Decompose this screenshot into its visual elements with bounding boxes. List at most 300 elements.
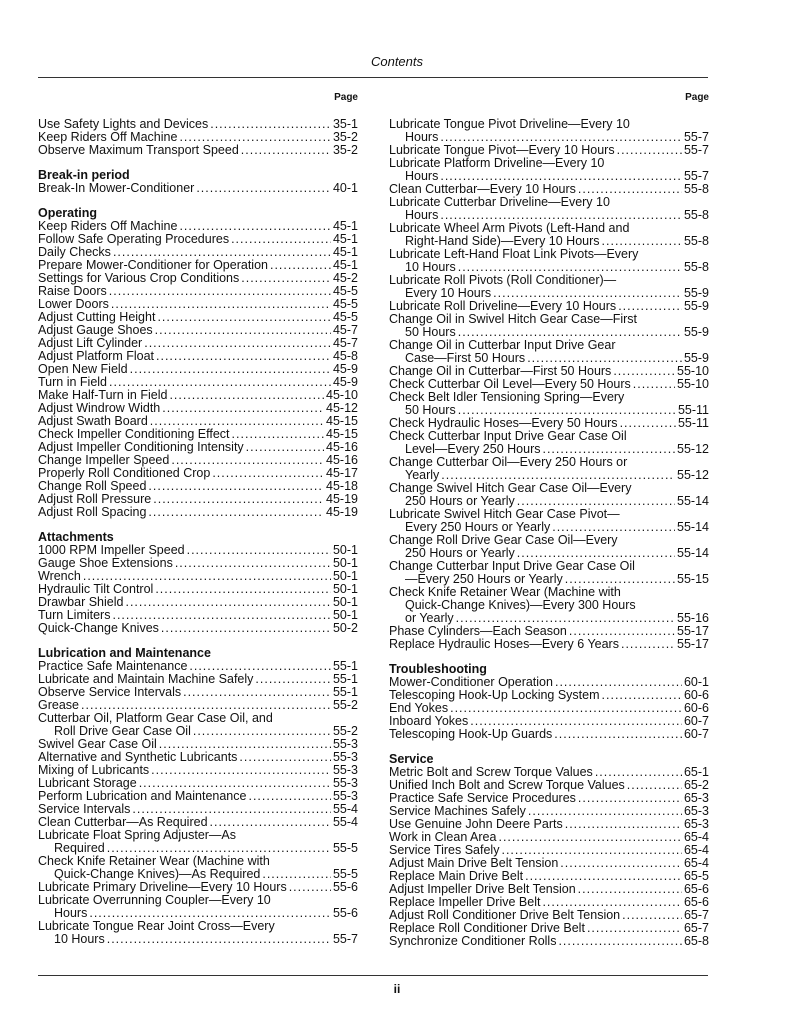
entry-title: Replace Impeller Drive Belt: [389, 895, 541, 909]
toc-entry: [38, 920, 358, 946]
entry-page-number: 65-5: [683, 869, 709, 883]
entry-title: Lubricate Roll Driveline—Every 10 Hours: [389, 299, 617, 313]
entry-title: Properly Roll Conditioned Crop: [38, 466, 211, 480]
entry-title: Raise Doors: [38, 284, 107, 298]
entry-title: Mixing of Lubricants: [38, 763, 150, 777]
entry-title: Work in Clean Area: [389, 830, 497, 844]
entry-title: Lubricate and Maintain Machine Safely: [38, 672, 254, 686]
entry-page-number: 45-5: [332, 284, 358, 298]
entry-page-number: 65-4: [683, 843, 709, 857]
entry-title: Adjust Platform Float: [38, 349, 155, 363]
toc-entry: [389, 157, 709, 183]
dot-leader: [578, 883, 682, 896]
dot-leader: [155, 324, 331, 337]
entry-page-number: 65-4: [683, 830, 709, 844]
toc-entry: [38, 855, 358, 881]
entry-page-number: 45-1: [332, 258, 358, 272]
entry-title: 250 Hours or Yearly: [405, 546, 515, 560]
entry-title: 50 Hours: [405, 325, 456, 339]
dot-leader: [155, 583, 331, 596]
dot-leader: [498, 831, 682, 844]
dot-leader: [554, 728, 682, 741]
dot-leader: [602, 689, 682, 702]
entry-page-number: 45-1: [332, 219, 358, 233]
entry-page-number: 45-19: [326, 505, 358, 519]
entry-page-number: 50-1: [332, 543, 358, 557]
entry-page-number: 65-2: [683, 778, 709, 792]
dot-leader: [187, 544, 331, 557]
page-column-label-right: Page: [685, 92, 709, 103]
dot-leader: [125, 596, 331, 609]
entry-page-number: 55-11: [677, 403, 709, 417]
dot-leader: [130, 363, 331, 376]
entry-title: Check Hydraulic Hoses—Every 50 Hours: [389, 416, 618, 430]
toc-entry: [38, 182, 358, 195]
dot-leader: [560, 857, 682, 870]
dot-leader: [175, 557, 331, 570]
entry-page-number: 65-3: [683, 791, 709, 805]
toc-section: [389, 753, 709, 948]
entry-title: Mower-Conditioner Operation: [389, 675, 553, 689]
toc-entry: [389, 482, 709, 508]
toc-entry: [389, 391, 709, 417]
toc-section: [38, 169, 358, 195]
entry-page-number: 55-17: [677, 637, 709, 651]
entry-page-number: 40-1: [332, 181, 358, 195]
entry-title: Lubricate Swivel Hitch Gear Case Pivot—: [389, 507, 620, 521]
dot-leader: [239, 751, 331, 764]
toc-section: [38, 207, 358, 519]
dot-leader: [246, 441, 324, 454]
entry-title: Adjust Cutting Height: [38, 310, 156, 324]
entry-title: Hydraulic Tilt Control: [38, 582, 154, 596]
entry-title: Check Belt Idler Tensioning Spring—Every: [389, 390, 625, 404]
dot-leader: [162, 402, 324, 415]
entry-title: Replace Roll Conditioner Drive Belt: [389, 921, 585, 935]
entry-title: Settings for Various Crop Conditions: [38, 271, 240, 285]
entry-title: Use Genuine John Deere Parts: [389, 817, 563, 831]
entry-title: Lubricate Primary Driveline—Every 10 Hours: [38, 880, 287, 894]
entry-title: Right-Hand Side)—Every 10 Hours: [405, 234, 600, 248]
entry-title: Replace Main Drive Belt: [389, 869, 524, 883]
entry-title: Prepare Mower-Conditioner for Operation: [38, 258, 268, 272]
entry-page-number: 50-1: [332, 569, 358, 583]
entry-page-number: 55-9: [683, 325, 709, 339]
entry-page-number: 45-9: [332, 362, 358, 376]
entry-page-number: 45-16: [326, 440, 358, 454]
entry-page-number: 55-6: [332, 906, 358, 920]
entry-page-number: 55-2: [332, 724, 358, 738]
entry-title: Check Knife Retainer Wear (Machine with: [389, 585, 621, 599]
toc-entry: [389, 339, 709, 365]
entry-title: —Every 250 Hours or Yearly: [405, 572, 563, 586]
dot-leader: [153, 493, 324, 506]
entry-page-number: 55-3: [332, 750, 358, 764]
toc-entry: [389, 118, 709, 144]
entry-page-number: 55-3: [332, 737, 358, 751]
entry-title: Change Cutterbar Input Drive Gear Case Oil: [389, 559, 635, 573]
entry-title: Service Intervals: [38, 802, 131, 816]
entry-page-number: 65-6: [683, 882, 709, 896]
entry-title: Adjust Windrow Width: [38, 401, 161, 415]
toc-entry: [389, 560, 709, 586]
entry-title: Clean Cutterbar—As Required: [38, 815, 208, 829]
dot-leader: [450, 702, 682, 715]
entry-title: Practice Safe Service Procedures: [389, 791, 576, 805]
entry-page-number: 55-2: [332, 698, 358, 712]
toc-entry: [38, 622, 358, 635]
entry-title: or Yearly: [405, 611, 454, 625]
toc-entry: [38, 557, 358, 570]
toc-entry: [389, 313, 709, 339]
entry-title: Hours: [405, 130, 439, 144]
right-column: [389, 91, 709, 960]
entry-page-number: 55-4: [332, 802, 358, 816]
dot-leader: [144, 337, 331, 350]
toc-entry: [389, 248, 709, 274]
entry-title: Swivel Gear Case Oil: [38, 737, 157, 751]
dot-leader: [622, 909, 682, 922]
page-column-label-left: Page: [334, 92, 358, 103]
entry-title: Change Cutterbar Oil—Every 250 Hours or: [389, 455, 628, 469]
entry-page-number: 50-2: [332, 621, 358, 635]
dot-leader: [620, 417, 676, 430]
entry-page-number: 55-9: [683, 299, 709, 313]
entry-title: 1000 RPM Impeller Speed: [38, 543, 185, 557]
entry-page-number: 55-1: [332, 659, 358, 673]
entry-page-number: 65-7: [683, 908, 709, 922]
dot-leader: [109, 285, 331, 298]
entry-title: Synchronize Conditioner Rolls: [389, 934, 557, 948]
entry-title: Quick-Change Knives)—Every 300 Hours: [405, 598, 636, 612]
entry-title: Case—First 50 Hours: [405, 351, 526, 365]
entry-page-number: 45-18: [326, 479, 358, 493]
entry-page-number: 60-1: [683, 675, 709, 689]
dot-leader: [151, 764, 331, 777]
entry-title: Check Cutterbar Input Drive Gear Case Oil: [389, 429, 627, 443]
entry-page-number: 45-17: [326, 466, 358, 480]
entry-page-number: 55-11: [677, 416, 709, 430]
dot-leader: [241, 272, 331, 285]
entry-page-number: 55-12: [677, 468, 709, 482]
dot-leader: [578, 792, 682, 805]
entry-title: Wrench: [38, 569, 81, 583]
entry-page-number: 45-9: [332, 375, 358, 389]
dot-leader: [107, 933, 331, 946]
dot-leader: [633, 378, 675, 391]
entry-page-number: 55-10: [677, 377, 709, 391]
dot-leader: [627, 779, 682, 792]
entry-title: Inboard Yokes: [389, 714, 469, 728]
entry-title: Roll Drive Gear Case Oil: [54, 724, 191, 738]
entry-page-number: 55-15: [677, 572, 709, 586]
entry-page-number: 55-8: [683, 208, 709, 222]
section-title: Lubrication and Maintenance: [38, 646, 211, 660]
entry-title: Service Tires Safely: [389, 843, 500, 857]
entry-title: Every 250 Hours or Yearly: [405, 520, 551, 534]
entry-page-number: 55-3: [332, 763, 358, 777]
toc-entry: [389, 728, 709, 741]
dot-leader: [621, 638, 675, 651]
entry-title: Lubricate Tongue Pivot—Every 10 Hours: [389, 143, 615, 157]
dot-leader: [270, 259, 331, 272]
toc-entry: [38, 506, 358, 519]
toc-entry: [38, 894, 358, 920]
entry-page-number: 55-6: [332, 880, 358, 894]
toc-entry: [389, 430, 709, 456]
entry-title: 50 Hours: [405, 403, 456, 417]
entry-title: Adjust Roll Spacing: [38, 505, 147, 519]
entry-page-number: 50-1: [332, 608, 358, 622]
entry-page-number: 60-6: [683, 701, 709, 715]
left-sections: [38, 118, 358, 946]
entry-title: Quick-Change Knives)—As Required: [54, 867, 261, 881]
section-title: Service: [389, 752, 434, 766]
entry-title: Replace Hydraulic Hoses—Every 6 Years: [389, 637, 619, 651]
dot-leader: [156, 350, 331, 363]
entry-page-number: 55-4: [332, 815, 358, 829]
entry-title: Unified Inch Bolt and Screw Torque Values: [389, 778, 625, 792]
entry-page-number: 55-16: [677, 611, 709, 625]
entry-title: Change Swivel Hitch Gear Case Oil—Every: [389, 481, 632, 495]
entry-page-number: 55-8: [683, 182, 709, 196]
entry-title: Make Half-Turn in Field: [38, 388, 168, 402]
section-title: Operating: [38, 206, 98, 220]
entry-title: Adjust Swath Board: [38, 414, 148, 428]
entry-title: Telescoping Hook-Up Locking System: [389, 688, 600, 702]
entry-title: Perform Lubrication and Maintenance: [38, 789, 247, 803]
entry-page-number: 55-5: [332, 841, 358, 855]
section-title: Break-in period: [38, 168, 130, 182]
entry-title: Adjust Main Drive Belt Tension: [389, 856, 559, 870]
entry-page-number: 55-1: [332, 672, 358, 686]
entry-page-number: 35-2: [332, 143, 358, 157]
entry-title: Quick-Change Knives: [38, 621, 159, 635]
entry-title: Gauge Shoe Extensions: [38, 556, 173, 570]
entry-title: Check Knife Retainer Wear (Machine with: [38, 854, 270, 868]
entry-page-number: 65-3: [683, 817, 709, 831]
entry-title: Adjust Impeller Drive Belt Tension: [389, 882, 576, 896]
entry-title: Check Impeller Conditioning Effect: [38, 427, 230, 441]
entry-page-number: 55-7: [332, 932, 358, 946]
entry-page-number: 50-1: [332, 582, 358, 596]
entry-page-number: 65-4: [683, 856, 709, 870]
dot-leader: [255, 673, 331, 686]
entry-page-number: 45-16: [326, 453, 358, 467]
toc-section: [389, 118, 709, 651]
footer-rule: [38, 975, 708, 976]
toc-entry: [389, 586, 709, 625]
toc-entry: [389, 222, 709, 248]
entry-title: 10 Hours: [54, 932, 105, 946]
entry-page-number: 55-10: [677, 364, 709, 378]
right-sections: [389, 118, 709, 948]
toc-entry: [38, 712, 358, 738]
entry-page-number: 50-1: [332, 595, 358, 609]
entry-title: Change Impeller Speed: [38, 453, 170, 467]
entry-page-number: 45-8: [332, 349, 358, 363]
entry-title: Hours: [405, 208, 439, 222]
dot-leader: [210, 118, 331, 131]
entry-page-number: 45-15: [326, 414, 358, 428]
toc-entry: [389, 534, 709, 560]
dot-leader: [148, 506, 324, 519]
dot-leader: [587, 922, 682, 935]
entry-title: Change Oil in Swivel Hitch Gear Case—First: [389, 312, 637, 326]
entry-title: Cutterbar Oil, Platform Gear Case Oil, and: [38, 711, 273, 725]
section-title: Troubleshooting: [389, 662, 487, 676]
entry-title: Adjust Lift Cylinder: [38, 336, 143, 350]
toc-entry: [389, 274, 709, 300]
toc-section: [38, 647, 358, 946]
entry-page-number: 55-8: [683, 260, 709, 274]
entry-page-number: 55-17: [677, 624, 709, 638]
entry-title: Metric Bolt and Screw Torque Values: [389, 765, 593, 779]
entry-title: Lubricate Wheel Arm Pivots (Left-Hand and: [389, 221, 630, 235]
entry-page-number: 45-2: [332, 271, 358, 285]
entry-title: Lubricate Platform Driveline—Every 10: [389, 156, 605, 170]
entry-title: Daily Checks: [38, 245, 111, 259]
entry-title: Service Machines Safely: [389, 804, 526, 818]
entry-page-number: 55-9: [683, 351, 709, 365]
dot-leader: [241, 144, 331, 157]
entry-title: Follow Safe Operating Procedures: [38, 232, 230, 246]
entry-title: Change Oil in Cutterbar—First 50 Hours: [389, 364, 612, 378]
entry-page-number: 65-7: [683, 921, 709, 935]
entry-title: Phase Cylinders—Each Season: [389, 624, 567, 638]
entry-title: Hours: [405, 169, 439, 183]
entry-title: 250 Hours or Yearly: [405, 494, 515, 508]
entry-title: Lubricant Storage: [38, 776, 137, 790]
entry-title: Hours: [54, 906, 88, 920]
entry-page-number: 45-10: [326, 388, 358, 402]
entry-title: Lubricate Overrunning Coupler—Every 10: [38, 893, 271, 907]
entry-page-number: 60-7: [683, 714, 709, 728]
toc-entry: [38, 144, 358, 157]
entry-title: Keep Riders Off Machine: [38, 219, 178, 233]
entry-title: Lower Doors: [38, 297, 109, 311]
entry-page-number: 60-6: [683, 688, 709, 702]
entry-page-number: 45-12: [326, 401, 358, 415]
dot-leader: [193, 725, 331, 738]
dot-leader: [248, 790, 331, 803]
entry-page-number: 45-1: [332, 245, 358, 259]
entry-page-number: 55-9: [683, 286, 709, 300]
entry-page-number: 45-7: [332, 336, 358, 350]
entry-page-number: 45-19: [326, 492, 358, 506]
entry-page-number: 55-3: [332, 789, 358, 803]
entry-page-number: 45-7: [332, 323, 358, 337]
dot-leader: [617, 144, 682, 157]
toc-entry: [38, 686, 358, 699]
entry-title: Lubricate Cutterbar Driveline—Every 10: [389, 195, 610, 209]
dot-leader: [183, 686, 331, 699]
entry-title: Change Oil in Cutterbar Input Drive Gear: [389, 338, 616, 352]
entry-title: Telescoping Hook-Up Guards: [389, 727, 553, 741]
entry-page-number: 45-15: [326, 427, 358, 441]
dot-leader: [161, 622, 331, 635]
entry-page-number: 55-5: [332, 867, 358, 881]
entry-title: Lubricate Roll Pivots (Roll Conditioner)—: [389, 273, 617, 287]
entry-page-number: 45-1: [332, 232, 358, 246]
dot-leader: [157, 311, 331, 324]
entry-page-number: 65-1: [683, 765, 709, 779]
entry-page-number: 55-7: [683, 169, 709, 183]
entry-title: Lubricate Float Spring Adjuster—As: [38, 828, 237, 842]
toc-entry: [389, 638, 709, 651]
entry-title: Adjust Roll Pressure: [38, 492, 152, 506]
entry-page-number: 45-5: [332, 310, 358, 324]
dot-leader: [289, 881, 331, 894]
toc-entry: [389, 196, 709, 222]
entry-title: Clean Cutterbar—Every 10 Hours: [389, 182, 576, 196]
entry-page-number: 55-7: [683, 143, 709, 157]
dot-leader: [148, 480, 324, 493]
entry-title: Grease: [38, 698, 79, 712]
entry-title: Adjust Roll Conditioner Drive Belt Tension: [389, 908, 621, 922]
entry-page-number: 55-3: [332, 776, 358, 790]
entry-title: 10 Hours: [405, 260, 456, 274]
toc-entry: [389, 508, 709, 534]
dot-leader: [231, 233, 331, 246]
dot-leader: [169, 389, 324, 402]
entry-title: Adjust Gauge Shoes: [38, 323, 153, 337]
entry-title: Level—Every 250 Hours: [405, 442, 541, 456]
entry-page-number: 35-1: [332, 117, 358, 131]
entry-page-number: 55-12: [677, 442, 709, 456]
entry-page-number: 35-2: [332, 130, 358, 144]
header-rule: [38, 77, 708, 78]
entry-page-number: 50-1: [332, 556, 358, 570]
toc-section: [38, 531, 358, 635]
entry-page-number: 55-1: [332, 685, 358, 699]
dot-leader: [558, 935, 682, 948]
page-header-title: Contents: [370, 54, 424, 69]
entry-title: Keep Riders Off Machine: [38, 130, 178, 144]
entry-title: Every 10 Hours: [405, 286, 492, 300]
entry-title: Lubricate Tongue Rear Joint Cross—Every: [38, 919, 275, 933]
entry-title: Adjust Impeller Conditioning Intensity: [38, 440, 244, 454]
left-column: [38, 91, 358, 958]
toc-section: [38, 118, 358, 157]
entry-title: Lubricate Left-Hand Float Link Pivots—Every: [389, 247, 639, 261]
entry-title: Change Roll Speed: [38, 479, 147, 493]
toc-entry: [389, 456, 709, 482]
entry-title: Drawbar Shield: [38, 595, 124, 609]
toc-entry: [389, 935, 709, 948]
entry-page-number: 65-3: [683, 804, 709, 818]
dot-leader: [212, 467, 324, 480]
dot-leader: [232, 428, 324, 441]
entry-page-number: 55-7: [683, 130, 709, 144]
entry-title: Required: [54, 841, 105, 855]
page-number: ii: [393, 982, 401, 996]
entry-page-number: 55-14: [677, 546, 709, 560]
dot-leader: [196, 182, 331, 195]
entry-title: Change Roll Drive Gear Case Oil—Every: [389, 533, 618, 547]
entry-page-number: 65-8: [683, 934, 709, 948]
entry-title: Use Safety Lights and Devices: [38, 117, 209, 131]
entry-title: Break-In Mower-Conditioner: [38, 181, 195, 195]
entry-page-number: 55-14: [677, 494, 709, 508]
entry-title: Lubricate Tongue Pivot Driveline—Every 10: [389, 117, 630, 131]
entry-title: Check Cutterbar Oil Level—Every 50 Hours: [389, 377, 631, 391]
entry-title: Observe Maximum Transport Speed: [38, 143, 239, 157]
entry-page-number: 45-5: [332, 297, 358, 311]
entry-page-number: 55-8: [683, 234, 709, 248]
section-title: Attachments: [38, 530, 114, 544]
entry-title: Turn Limiters: [38, 608, 111, 622]
